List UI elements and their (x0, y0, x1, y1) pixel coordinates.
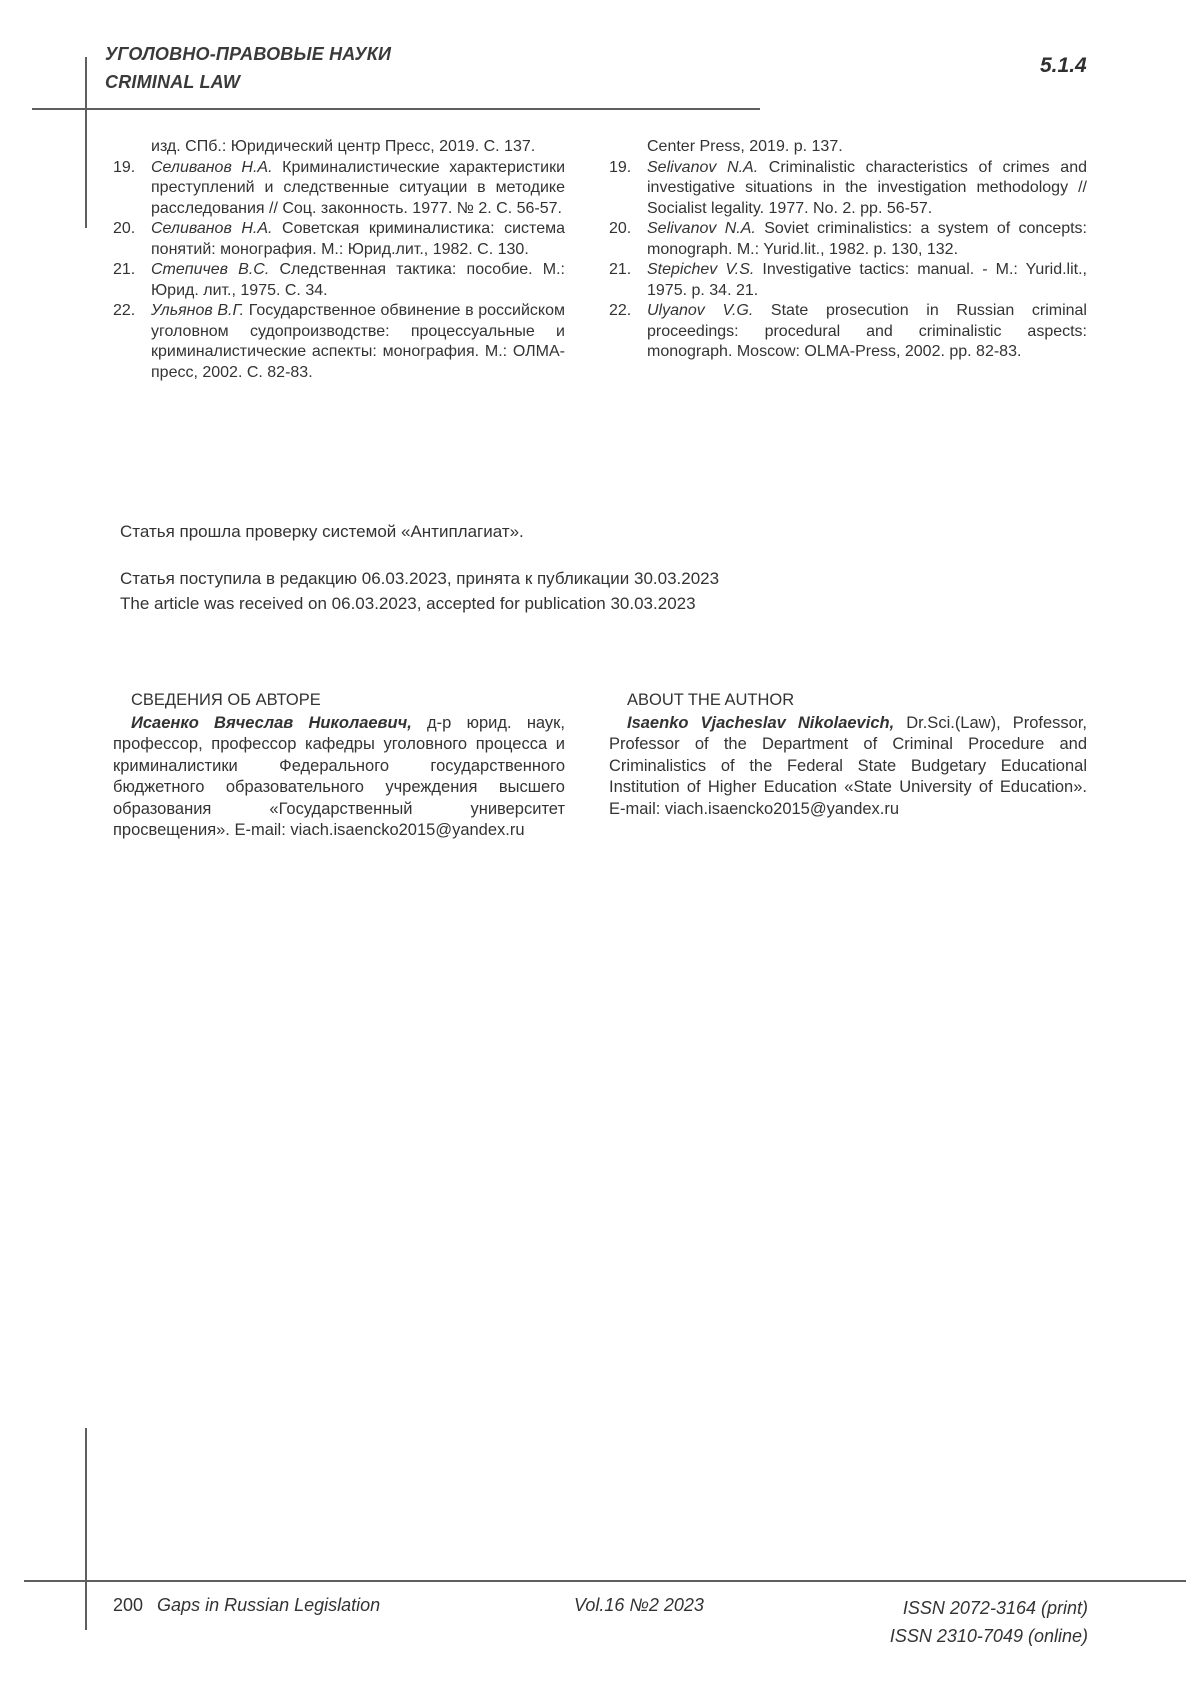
reference-text: Criminalistic characteristics of crimes and investigative situations in the investigation methodology // Socialist legality. 1977. No. 2. pp. 56-57. (647, 158, 1087, 217)
issn-online: ISSN 2310-7049 (online) (889, 1626, 1088, 1646)
page-number: 200 (113, 1595, 144, 1615)
reference-column-russian (113, 137, 565, 383)
reference-author: Ульянов В.Г. (151, 302, 245, 319)
reference-number: 19. (609, 158, 632, 176)
reference-text: Следственная тактика: пособие. М.: Юрид. лит., 1975. С. 34. (151, 261, 565, 299)
about-author-bio-ru (113, 713, 565, 842)
footer-divider-rule (24, 1580, 1186, 1582)
author-bio-text-en: Dr.Sci.(Law), Professor, Professor of the Department of Criminal Procedure and Criminalistics of the Federal State Budgetary Educational Institution of Higher Education «State University of Education». E-mail: viach.isaencko2015@yandex.ru (609, 713, 1087, 818)
footer-issn (890, 1594, 1088, 1650)
antiplagiat-note: Статья прошла проверку системой «Антиплагиат». (120, 522, 524, 541)
reference-number: 19. (113, 158, 136, 176)
reference-text: Криминалистические характеристики преступлений и следственные ситуации в методике расследования // Соц. законность. 1977. № 2. С. 56-57. (151, 158, 566, 217)
footer-left (113, 1595, 380, 1616)
author-bio-text-ru: д-р юрид. наук, профессор, профессор кафедры уголовного процесса и криминалистики Федерального государственного бюджетного образовательного учреждения высшего образования «Государственный университет просвещения». E-mail: viach.isaencko2015@yandex.ru (113, 713, 565, 839)
section-title-en: CRIMINAL LAW (105, 72, 241, 92)
reference-number: 20. (609, 220, 632, 237)
reference-text: Soviet criminalistics: a system of concepts: monograph. M.: Yurid.lit., 1982. p. 130, 132. (647, 220, 1088, 258)
volume-info: Vol.16 №2 2023 (574, 1595, 704, 1615)
reference-author: Степичев В.С. (151, 261, 270, 278)
reference-author: Селиванов Н.А. (151, 220, 273, 237)
received-date-en: The article was received on 06.03.2023, accepted for publication 30.03.2023 (120, 594, 696, 613)
reference-item (609, 260, 1087, 301)
reference-item (609, 301, 1087, 363)
author-name-en: Isaenko Vjacheslav Nikolaevich, (627, 713, 895, 732)
about-author-heading-en: ABOUT THE AUTHOR (627, 691, 795, 709)
reference-author: Selivanov N.A. (647, 220, 756, 237)
reference-number: 22. (113, 302, 136, 319)
bottom-left-vertical-rule (85, 1428, 87, 1630)
received-date-ru: Статья поступила в редакцию 06.03.2023, принята к публикации 30.03.2023 (120, 569, 720, 588)
specialty-code: 5.1.4 (1040, 54, 1087, 77)
reference-item (609, 219, 1087, 260)
reference-continuation: Center Press, 2019. p. 137. (647, 138, 843, 155)
reference-text: Государственное обвинение в российском уголовном судопроизводстве: процессуальные и криминалистические аспекты: монография. М.: ОЛМА-пресс, 2002. С. 82-83. (151, 302, 566, 381)
about-author-english (609, 690, 1087, 842)
about-author-bio-en (609, 713, 1087, 821)
reference-item (113, 301, 565, 383)
journal-title: Gaps in Russian Legislation (157, 1595, 381, 1615)
about-author-section (113, 690, 1087, 842)
submission-dates (120, 566, 719, 616)
reference-continuation: изд. СПб.: Юридический центр Пресс, 2019. С. 137. (151, 138, 536, 155)
reference-number: 21. (609, 261, 632, 278)
reference-number: 21. (113, 261, 136, 278)
reference-text: Советская криминалистика: система понятий: монография. М.: Юрид.лит., 1982. С. 130. (151, 220, 565, 258)
top-left-vertical-rule (85, 57, 87, 228)
issn-print: ISSN 2072-3164 (print) (902, 1598, 1088, 1618)
reference-item (113, 158, 565, 220)
reference-author: Ulyanov V.G. (647, 302, 754, 319)
running-header (105, 40, 391, 96)
reference-author: Селиванов Н.А. (151, 158, 273, 176)
about-author-heading-ru: СВЕДЕНИЯ ОБ АВТОРЕ (131, 691, 321, 709)
section-title-ru: УГОЛОВНО-ПРАВОВЫЕ НАУКИ (105, 44, 392, 64)
reference-text: State prosecution in Russian criminal proceedings: procedural and criminalistic aspects: monograph. Moscow: OLMA-Press, 2002. pp. 82-83. (647, 302, 1087, 360)
reference-item (609, 158, 1087, 220)
reference-number: 22. (609, 302, 632, 319)
header-divider-rule (32, 108, 760, 110)
reference-list (113, 137, 1087, 383)
reference-text: Investigative tactics: manual. - M.: Yurid.lit., 1975. p. 34. 21. (647, 261, 1087, 299)
reference-author: Stepichev V.S. (647, 261, 755, 278)
reference-number: 20. (113, 220, 136, 237)
reference-item (113, 219, 565, 260)
about-author-russian (113, 690, 565, 842)
reference-author: Selivanov N.A. (647, 158, 759, 176)
reference-item (113, 260, 565, 301)
reference-column-english (609, 137, 1087, 383)
author-name-ru: Исаенко Вячеслав Николаевич, (131, 713, 412, 732)
